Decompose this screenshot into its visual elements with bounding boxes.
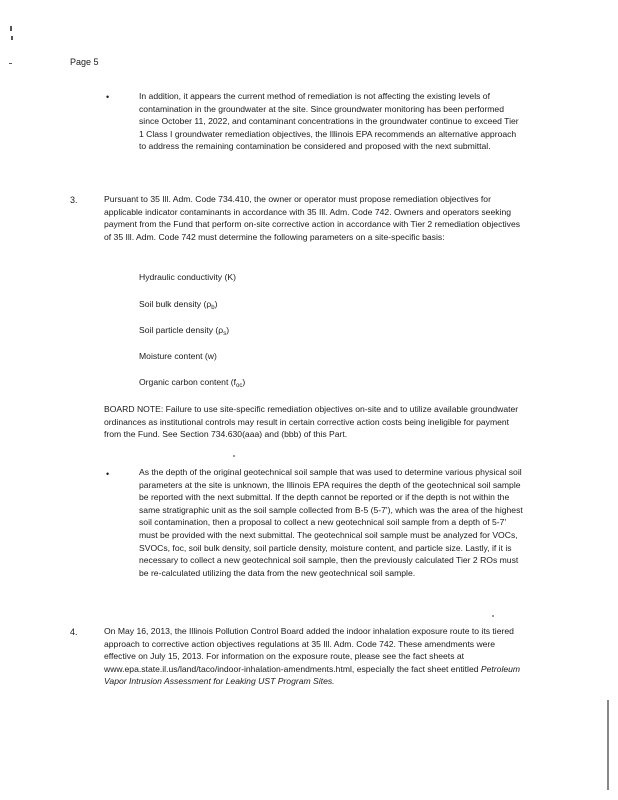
parameter-subscript: oc — [235, 383, 243, 389]
scan-edge-mark — [607, 700, 609, 790]
parameter-label: Organic carbon content (f — [139, 377, 236, 387]
bullet-paragraph — [139, 90, 520, 153]
numbered-paragraph — [104, 625, 522, 688]
parameter-item — [139, 298, 217, 315]
parameter-item — [139, 271, 236, 284]
fact-sheet-title: Petroleum Vapor Intrusion Assessment for Leaking UST Program Sites. — [104, 663, 521, 687]
parameter-item — [139, 350, 217, 363]
paragraph-plain-text: On May 16, 2013, the Illinois Pollution Control Board added the indoor inhalation exposure route to its tiered approach to corrective action objectives regulations at 35 Ill. Adm. Code 742. These amendments were effective on July 15, 2013. For information on the exposure route, please see the fact sheets at www.epa.state.il.us/land/taco/indoor-inhalation-amendments.html, especially the fact sheet entitled — [104, 626, 514, 674]
parameter-subscript: b — [211, 305, 215, 311]
paragraph-text: Pursuant to 35 Ill. Adm. Code 734.410, the owner or operator must propose remediation objectives for applicable indicator contaminants in accordance with 35 Ill. Adm. Code 742. Owners and operators seeking payment from the Fund that perform on-site corrective action in accordance with Tier 2 remediation objectives of 35 Ill. Adm. Code 742 must determine the following parameters on a site-specific basis: — [104, 194, 521, 242]
paragraph-text: In addition, it appears the current method of remediation is not affecting the existing levels of contamination in the groundwater at the site. Since groundwater monitoring has been performed since October 11, 2022, and contaminant concentrations in the groundwater continue to exceed Tier 1 Class I groundwater remediation objectives, the Illinois EPA recommends an alternative approach to address the remaining contamination be considered and proposed with the next submittal. — [139, 91, 519, 152]
bullet-marker: • — [106, 469, 110, 479]
parameter-label: Hydraulic conductivity (K) — [139, 272, 236, 282]
scan-speck — [233, 455, 235, 457]
parameter-subscript: s — [223, 331, 227, 337]
parameter-label: Soil particle density (ρ — [139, 325, 224, 335]
scan-mark — [9, 63, 12, 64]
board-note — [104, 403, 522, 441]
parameter-close: ) — [214, 299, 218, 309]
numbered-paragraph — [104, 193, 522, 243]
scan-mark — [10, 26, 12, 31]
list-number: 3. — [70, 195, 78, 205]
bullet-marker: • — [106, 92, 110, 102]
board-note-text: BOARD NOTE: Failure to use site-specific remediation objectives on-site and to utilize available groundwater ordinances as institutional controls may result in certain corrective action costs being ineligible for payment from the Fund. See Section 734.630(aaa) and (bbb) of this Part. — [104, 404, 519, 440]
parameter-close: ) — [242, 377, 246, 387]
parameter-close: ) — [226, 325, 230, 335]
parameter-label: Soil bulk density (ρ — [139, 299, 212, 309]
parameter-item — [139, 376, 245, 393]
list-number: 4. — [70, 627, 78, 637]
paragraph-text — [104, 625, 522, 688]
page-number: Page 5 — [70, 57, 99, 67]
paragraph-text: As the depth of the original geotechnical soil sample that was used to determine various physical soil parameters at the site is unknown, the Illinois EPA requires the depth of the geotechnical soil sample be reported with the next submittal. If the depth cannot be reported or if the depth is not within the same stratigraphic unit as the soil sample collected from B-5 (5-7'), which was the area of the highest soil contamination, then a proposal to collect a new geotechnical soil sample from a depth of 5-7' must be provided with the next submittal. The geotechnical soil sample must be analyzed for VOCs, SVOCs, foc, soil bulk density, soil particle density, moisture content, and particle size. Lastly, if it is necessary to collect a new geotechnical soil sample, then the previously calculated Tier 2 ROs must be re-calculated utilizing the data from the new geotechnical soil sample. — [139, 467, 523, 578]
scan-mark — [11, 36, 13, 40]
parameter-item — [139, 324, 229, 341]
bullet-paragraph — [139, 466, 523, 579]
parameter-label: Moisture content (w) — [139, 351, 217, 361]
scan-speck — [492, 615, 494, 617]
